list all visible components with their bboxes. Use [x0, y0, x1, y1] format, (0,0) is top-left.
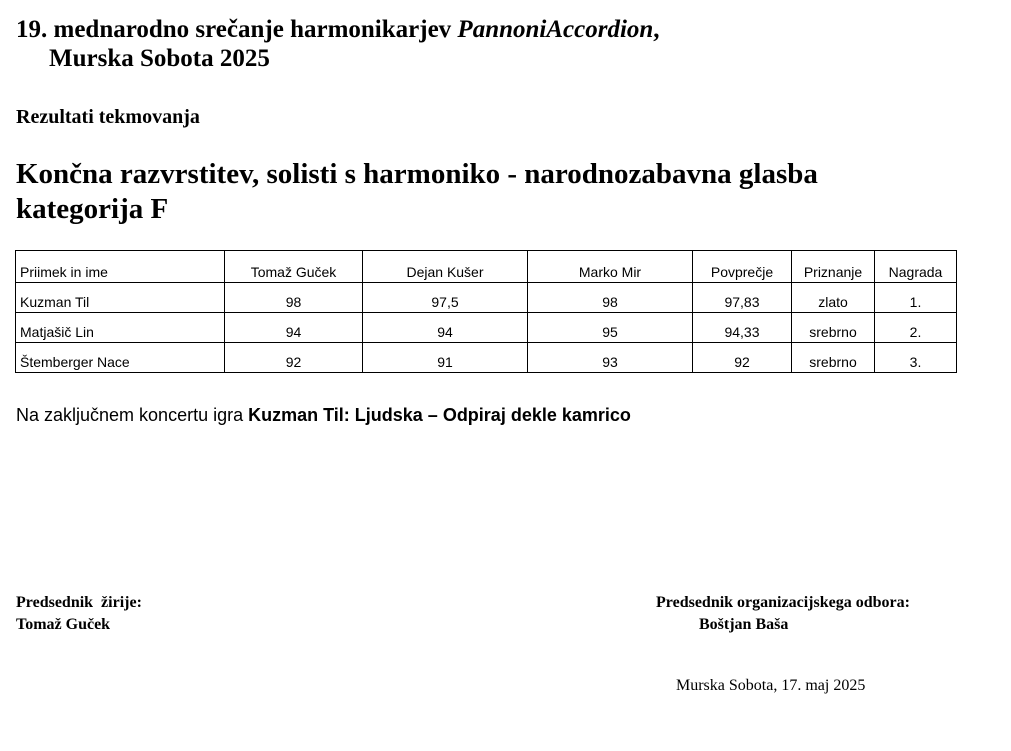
- concert-piece: Kuzman Til: Ljudska – Odpiraj dekle kamrico: [248, 405, 631, 425]
- average-cell: 94,33: [693, 313, 792, 343]
- table-row: [16, 313, 957, 343]
- concert-note: Na zaključnem koncertu igra Kuzman Til: Ljudska – Odpiraj dekle kamrico: [16, 405, 631, 425]
- award-cell: srebrno: [792, 313, 875, 343]
- score-cell: 97,5: [363, 283, 528, 313]
- jury-president-name: Tomaž Guček: [16, 616, 111, 633]
- score-cell: 93: [528, 343, 693, 373]
- table-row: [16, 283, 957, 313]
- column-header: Marko Mir: [528, 251, 693, 283]
- contestant-name: Matjašič Lin: [16, 313, 225, 343]
- jury-president-title: Predsednik žirije:: [16, 594, 142, 611]
- column-header: Priznanje: [792, 251, 875, 283]
- column-header: Dejan Kušer: [363, 251, 528, 283]
- score-cell: 98: [528, 283, 693, 313]
- column-header: Tomaž Guček: [225, 251, 363, 283]
- prize-cell: 3.: [875, 343, 957, 373]
- organizer-president-title: Predsednik organizacijskega odbora:: [656, 594, 910, 611]
- column-header: Povprečje: [693, 251, 792, 283]
- score-cell: 94: [363, 313, 528, 343]
- score-cell: 98: [225, 283, 363, 313]
- document-title: 19. mednarodno srečanje harmonikarjev PannoniAccordion,: [16, 16, 660, 43]
- prize-cell: 1.: [875, 283, 957, 313]
- document-subtitle: Murska Sobota 2025: [49, 45, 270, 72]
- column-header: Priimek in ime: [16, 251, 225, 283]
- average-cell: 97,83: [693, 283, 792, 313]
- results-heading-line2: kategorija F: [16, 193, 169, 225]
- section-label: Rezultati tekmovanja: [16, 106, 200, 128]
- score-cell: 92: [225, 343, 363, 373]
- results-heading-line1: Končna razvrstitev, solisti s harmoniko - narodnozabavna glasba: [16, 158, 818, 190]
- contestant-name: Štemberger Nace: [16, 343, 225, 373]
- event-name: PannoniAccordion: [457, 16, 654, 43]
- score-cell: 91: [363, 343, 528, 373]
- score-cell: 95: [528, 313, 693, 343]
- award-cell: srebrno: [792, 343, 875, 373]
- table-row: [16, 343, 957, 373]
- score-cell: 94: [225, 313, 363, 343]
- contestant-name: Kuzman Til: [16, 283, 225, 313]
- table-header-row: [16, 251, 957, 283]
- prize-cell: 2.: [875, 313, 957, 343]
- award-cell: zlato: [792, 283, 875, 313]
- place-date: Murska Sobota, 17. maj 2025: [676, 677, 866, 694]
- organizer-president-name: Boštjan Baša: [699, 616, 789, 633]
- results-table: [15, 250, 957, 373]
- average-cell: 92: [693, 343, 792, 373]
- column-header: Nagrada: [875, 251, 957, 283]
